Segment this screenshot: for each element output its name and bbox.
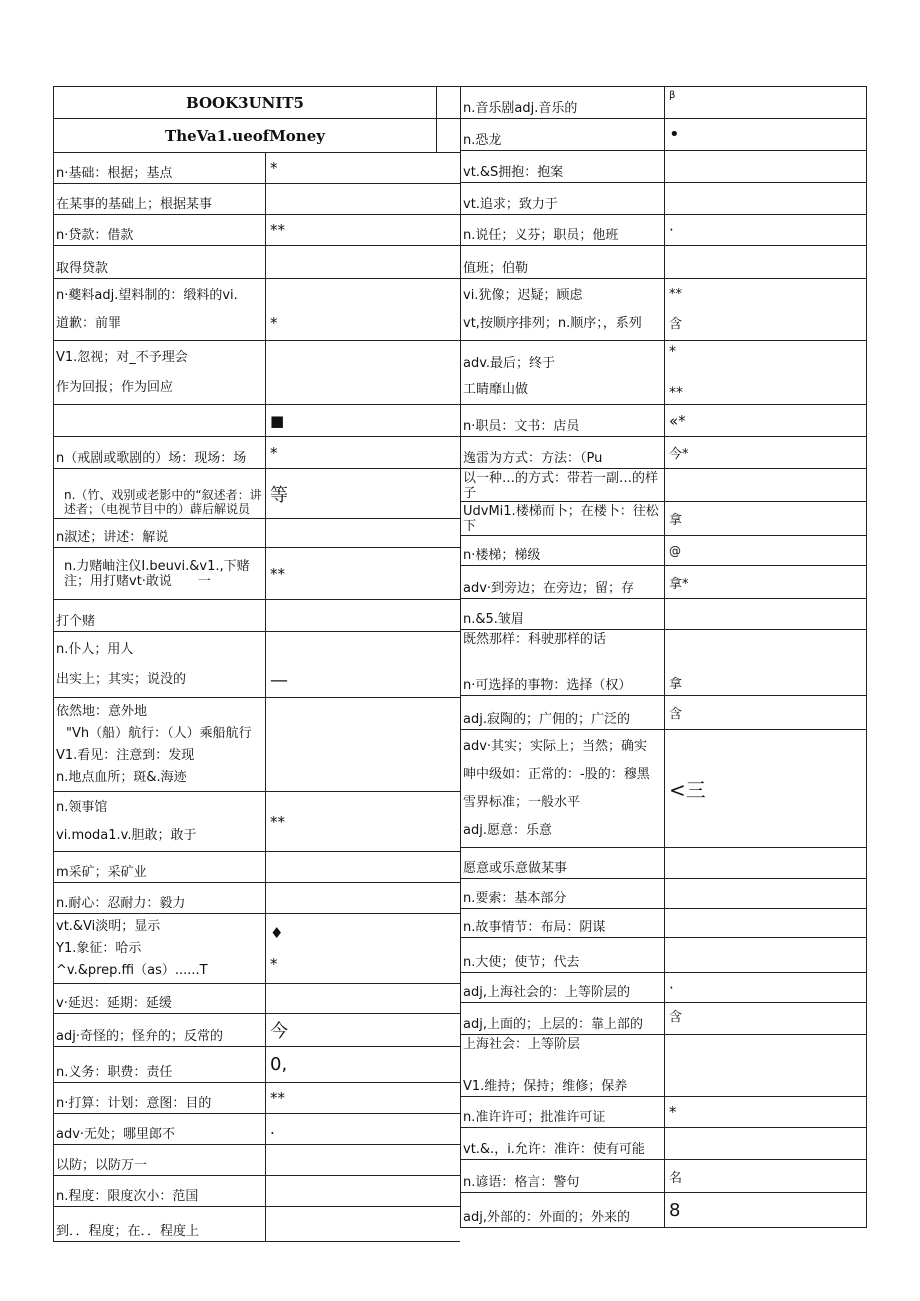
mark-symbol: ♦ xyxy=(270,923,284,942)
table-row xyxy=(461,730,866,848)
table-row xyxy=(461,151,866,183)
subtitle-row xyxy=(54,119,460,153)
table-row xyxy=(54,1014,460,1047)
mark-cell: 等 xyxy=(270,484,288,506)
definition-cell: adj,上海社会的：上等阶层的 xyxy=(461,973,665,1002)
mark-cell xyxy=(665,151,866,182)
mark-cell: • xyxy=(669,124,680,145)
table-row xyxy=(54,1145,460,1176)
mark-cell: ** xyxy=(270,221,285,239)
table-row xyxy=(54,914,460,984)
table-row xyxy=(54,1207,460,1241)
mark-cell xyxy=(266,341,460,404)
definition-cell: 以防；以防万一 xyxy=(54,1145,266,1175)
mark-cell xyxy=(266,914,460,983)
table-row xyxy=(54,632,460,698)
definition-cell: n·基础：根据；基点 xyxy=(54,153,266,183)
table-row xyxy=(461,536,866,566)
definition-cell xyxy=(461,730,665,847)
mark-cell xyxy=(665,909,866,937)
mark-cell: * xyxy=(270,443,278,462)
definition-cell: n.说任；义芬；职员；他班 xyxy=(461,215,665,245)
mark-symbol: * xyxy=(669,344,676,360)
definition-line: 作为回报；作为回应 xyxy=(56,379,174,395)
mark-cell xyxy=(266,519,460,547)
table-row xyxy=(461,938,866,973)
mark-cell xyxy=(665,341,866,404)
mark-cell: 名 xyxy=(669,1170,683,1186)
definition-cell: 值班；伯勒 xyxy=(461,246,665,278)
definition-cell: v·延迟：延期：延缓 xyxy=(54,984,266,1013)
mark-cell: ** xyxy=(270,564,285,583)
table-row xyxy=(54,519,460,548)
table-row xyxy=(54,883,460,914)
table-row xyxy=(461,279,866,341)
definition-cell: n（戒剧或歌剧的）场：现场：场 xyxy=(54,437,266,468)
mark-cell: «* xyxy=(669,411,686,430)
table-row xyxy=(461,405,866,437)
definition-cell: n·贷款：借款 xyxy=(54,215,266,245)
definition-cell: UdvMi1.楼梯而卜；在楼卜：往松下 xyxy=(461,502,665,535)
mark-cell xyxy=(266,1207,460,1241)
table-row xyxy=(461,119,866,151)
table-row xyxy=(461,1035,866,1097)
definition-line: n·可选择的事物：选择（权） xyxy=(463,678,632,693)
mark-cell: 8 xyxy=(669,1199,681,1221)
table-row xyxy=(54,984,460,1014)
definition-cell: 逸雷为方式：方法：（Pu xyxy=(461,437,665,468)
definition-cell xyxy=(54,405,266,436)
table-row xyxy=(461,599,866,630)
definition-cell: 愿意或乐意做某事 xyxy=(461,848,665,878)
mark-cell: 拿 xyxy=(669,677,683,692)
definition-cell: n.大使；使节；代去 xyxy=(461,938,665,972)
definition-cell: adj.寂陶的；广佣的；广泛的 xyxy=(461,696,665,729)
definition-line: vt.&Vi淡明；显示 xyxy=(56,919,161,935)
definition-cell: adj,外部的：外面的；外来的 xyxy=(461,1193,665,1227)
table-row xyxy=(461,848,866,879)
definition-cell: n.故事情节：布局：阴谋 xyxy=(461,909,665,937)
mark-cell xyxy=(266,1176,460,1206)
definition-cell: vt.追求；致力于 xyxy=(461,183,665,214)
mark-cell xyxy=(665,879,866,908)
definition-line: adv.最后；终于 xyxy=(463,356,556,372)
definition-line: n.领事馆 xyxy=(56,800,108,816)
table-row xyxy=(461,183,866,215)
table-row xyxy=(461,469,866,502)
title-row xyxy=(54,87,460,119)
definition-cell: n.准许许可；批准许可证 xyxy=(461,1097,665,1127)
definition-cell xyxy=(54,914,266,983)
mark-cell xyxy=(266,184,460,214)
table-row xyxy=(54,852,460,883)
definition-cell: n.&5.皱眉 xyxy=(461,599,665,629)
mark-cell: <三 xyxy=(669,778,706,802)
definition-cell xyxy=(54,792,266,851)
table-row xyxy=(54,184,460,215)
table-row xyxy=(54,341,460,405)
mark-cell: * xyxy=(270,159,278,177)
definition-cell xyxy=(461,1035,665,1096)
definition-line: vi.犹像；迟疑；顾虑 xyxy=(463,287,583,303)
table-row xyxy=(461,1097,866,1128)
mark-cell xyxy=(266,984,460,1013)
definition-cell xyxy=(461,341,665,404)
definition-cell: 取得贷款 xyxy=(54,246,266,278)
mark-symbol: * xyxy=(270,955,278,974)
definition-line: n·夔料adj.望料制的：缎料的vi. xyxy=(56,287,238,303)
definition-line: "Vh（船）航行：（人）乘船航行 xyxy=(66,725,252,741)
mark-cell: . xyxy=(270,1120,275,1138)
mark-cell: 拿 xyxy=(669,513,683,528)
definition-cell: adv·到旁边；在旁边；留；存 xyxy=(461,566,665,598)
table-row xyxy=(461,696,866,730)
table-row xyxy=(461,973,866,1003)
definition-cell xyxy=(461,279,665,340)
mark-cell xyxy=(266,883,460,913)
right-column xyxy=(460,86,867,1228)
mark-cell: 含 xyxy=(669,707,683,722)
table-row xyxy=(54,437,460,469)
definition-cell: vt.&S拥抱：抱案 xyxy=(461,151,665,182)
mark-cell: 含 xyxy=(669,1010,683,1025)
table-row xyxy=(54,1083,460,1114)
definition-line: adv·其实；实际上；当然；确实 xyxy=(463,738,648,754)
mark-cell xyxy=(665,599,866,629)
definition-line: 既然那样：科驶那样的话 xyxy=(463,632,607,647)
table-row xyxy=(461,87,866,119)
mark-cell: · xyxy=(669,978,674,997)
table-row xyxy=(54,279,460,341)
table-row xyxy=(54,698,460,792)
table-row xyxy=(461,1128,866,1160)
definition-cell: n.力赌岫注仪I.beuvi.&v1.,下赌注；用打赌vt·敢说 一 xyxy=(54,548,266,599)
table-row xyxy=(461,1003,866,1035)
mark-cell: 今 xyxy=(270,1021,288,1042)
mark-cell: ■ xyxy=(270,411,285,430)
definition-cell: 以一种…的方式：带若一副…的样子 xyxy=(461,469,665,501)
definition-line: Y1.象征：哈示 xyxy=(56,940,142,956)
table-row xyxy=(461,502,866,536)
table-row xyxy=(54,215,460,246)
mark-cell: * xyxy=(669,1103,677,1121)
mark-cell xyxy=(665,469,866,501)
definition-line: n.仆人；用人 xyxy=(56,641,134,657)
definition-cell: n.要索：基本部分 xyxy=(461,879,665,908)
definition-cell: m采矿；采矿业 xyxy=(54,852,266,882)
definition-cell xyxy=(54,279,266,340)
table-row xyxy=(461,879,866,909)
definition-cell: vt.&.，i.允许：准许：使有可能 xyxy=(461,1128,665,1159)
definition-line: 出实上；其实；说没的 xyxy=(56,672,187,688)
mark-symbol: ** xyxy=(669,385,683,401)
definition-cell: adv·无处；哪里郎不 xyxy=(54,1114,266,1144)
table-row xyxy=(461,246,866,279)
unit-subtitle: TheVa1.ueofMoney xyxy=(54,119,437,152)
mark-cell xyxy=(665,938,866,972)
mark-symbol: 含 xyxy=(669,316,683,332)
definition-cell xyxy=(54,632,266,697)
mark-cell xyxy=(665,848,866,878)
definition-cell: n.耐心：忍耐力：毅力 xyxy=(54,883,266,913)
definition-cell: 在某事的基础上；根据某事 xyxy=(54,184,266,214)
definition-cell: 到．．程度；在．．程度上 xyxy=(54,1207,266,1241)
definition-cell: n·职员：文书：店员 xyxy=(461,405,665,436)
definition-line: V1.维持；保持；维修；保养 xyxy=(463,1079,628,1094)
definition-cell: n·打算：计划：意图：目的 xyxy=(54,1083,266,1113)
table-row xyxy=(54,600,460,632)
definition-line: 依然地：意外地 xyxy=(56,703,148,719)
mark-cell: 拿* xyxy=(669,576,689,592)
definition-line: n.地点血所；斑&.海迹 xyxy=(56,770,187,786)
mark-cell: β xyxy=(669,90,676,101)
definition-cell: n.程度：限度次小：范国 xyxy=(54,1176,266,1206)
mark-cell xyxy=(266,600,460,631)
mark-cell: ** xyxy=(270,812,285,831)
left-column xyxy=(53,86,460,1242)
definition-cell: n·楼梯；梯级 xyxy=(461,536,665,565)
definition-cell: 打个赌 xyxy=(54,600,266,631)
book-unit-title: BOOK3UNIT5 xyxy=(54,87,437,118)
table-row xyxy=(461,1160,866,1193)
table-row xyxy=(461,341,866,405)
definition-cell: n.（竹、戏别或老影中的“叙述者：讲述者；（电视节目中的）薜后解说员 xyxy=(54,469,266,518)
table-row xyxy=(54,792,460,852)
definition-line: vt,按顺序排列；n.顺序；，系列 xyxy=(463,316,642,332)
mark-cell xyxy=(266,246,460,278)
definition-cell: n淑述；讲述：解说 xyxy=(54,519,266,547)
table-row xyxy=(461,215,866,246)
mark-cell: 今* xyxy=(669,447,689,462)
definition-cell: n.义务：职费：责任 xyxy=(54,1047,266,1082)
definition-cell: n.音乐剧adj.音乐的 xyxy=(461,87,665,118)
definition-line: ^v.&prep.ffi（as）......T xyxy=(56,962,208,978)
definition-line: vi.moda1.v.胆敢；敢于 xyxy=(56,827,197,843)
mark-symbol: ** xyxy=(669,287,682,303)
mark-cell: ** xyxy=(270,1089,285,1107)
mark-cell xyxy=(665,279,866,340)
mark-cell xyxy=(266,1145,460,1175)
table-row xyxy=(461,566,866,599)
definition-cell: n.恐龙 xyxy=(461,119,665,150)
table-row xyxy=(54,469,460,519)
mark-cell: 0, xyxy=(270,1054,288,1075)
definition-cell xyxy=(461,630,665,695)
mark-cell xyxy=(266,852,460,882)
table-row xyxy=(54,1176,460,1207)
mark-cell: @ xyxy=(669,543,681,558)
table-row xyxy=(54,405,460,437)
mark-cell: · xyxy=(669,221,674,239)
table-row xyxy=(461,1193,866,1227)
table-row xyxy=(54,548,460,600)
definition-cell xyxy=(54,698,266,791)
table-row xyxy=(54,1114,460,1145)
definition-line: V1.忽视；对_不予理会 xyxy=(56,350,188,366)
mark-cell: — xyxy=(270,670,288,691)
mark-cell: * xyxy=(270,314,278,332)
table-row xyxy=(461,437,866,469)
definition-line: adj.愿意：乐意 xyxy=(463,823,552,839)
definition-line: 雪界标准；一般水平 xyxy=(463,795,581,811)
definition-cell xyxy=(54,341,266,404)
mark-cell xyxy=(665,183,866,214)
mark-cell xyxy=(665,1035,866,1096)
definition-line: 呻中级如：正常的：-股的：穆黑 xyxy=(463,766,650,782)
definition-cell: adj,上面的；上层的：靠上部的 xyxy=(461,1003,665,1034)
mark-cell xyxy=(665,1128,866,1159)
definition-cell: n.谚语：格言：警句 xyxy=(461,1160,665,1192)
table-row xyxy=(54,246,460,279)
definition-line: 工睛靡山做 xyxy=(463,381,529,397)
mark-cell xyxy=(266,698,460,791)
mark-cell xyxy=(665,246,866,278)
definition-line: V1.看见：注意到：发现 xyxy=(56,748,195,764)
table-row xyxy=(54,153,460,184)
table-row xyxy=(461,630,866,696)
definition-cell: adj·奇怪的；怪弁的；反常的 xyxy=(54,1014,266,1046)
definition-line: 上海社会：上等阶层 xyxy=(463,1037,581,1052)
table-row xyxy=(461,909,866,938)
table-row xyxy=(54,1047,460,1083)
definition-line: 道歉：前罪 xyxy=(56,316,122,332)
